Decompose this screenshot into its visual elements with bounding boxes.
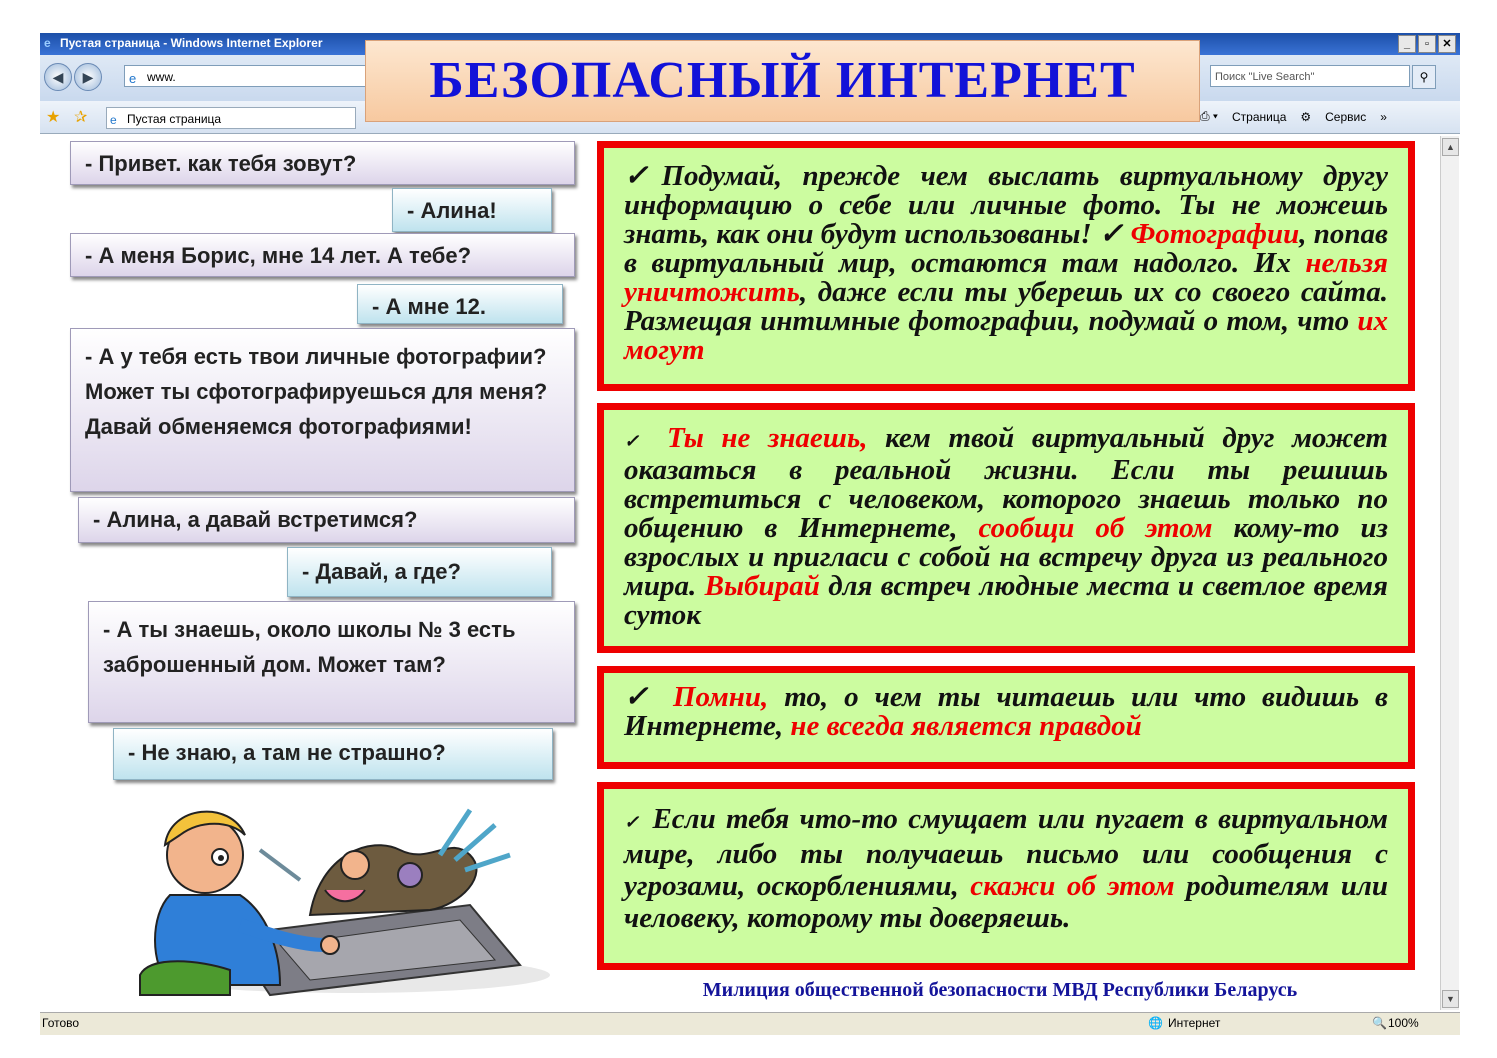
tab-label: Пустая страница [127, 112, 222, 126]
advice-panel-meeting: ✓ Ты не знаешь, кем твой виртуальный друг может оказаться в реальной жизни. Если ты решишь встретиться с человеком, которого знаешь только по общению в Интернете, сообщи об этом кому-то из взрослых и пригласи с собой на встречу друга из реального мира. Выбирай для встреч людные места и светлое время суток [597, 403, 1415, 653]
title-banner [365, 40, 1200, 122]
address-bar[interactable] [124, 65, 374, 87]
ie-logo-icon: e [44, 36, 51, 50]
chevron-more-icon[interactable]: » [1380, 109, 1387, 124]
address-text: www. [147, 70, 176, 84]
window-title: Пустая страница - Windows Internet Explorer [60, 36, 323, 50]
chat-message: - Не знаю, а там не страшно? [113, 728, 553, 780]
search-icon[interactable]: ⚲ [1412, 65, 1436, 89]
chat-message: - А меня Борис, мне 14 лет. А тебе? [70, 233, 575, 277]
check-icon: ✓ [624, 431, 650, 451]
status-ready: Готово [42, 1016, 80, 1030]
status-zone: Интернет [1168, 1016, 1221, 1030]
command-bar [1200, 109, 1387, 124]
chat-message: - Привет. как тебя зовут? [70, 141, 575, 185]
scroll-up-icon[interactable]: ▲ [1442, 138, 1459, 156]
back-button[interactable]: ◀ [44, 63, 72, 91]
minimize-button[interactable]: _ [1398, 35, 1416, 53]
gear-icon[interactable]: ⚙ [1300, 109, 1312, 124]
chat-message: - А ты знаешь, около школы № 3 есть заброшенный дом. Может там? [88, 601, 575, 723]
add-favorites-icon[interactable]: ✰ [74, 109, 88, 126]
maximize-button[interactable]: ▫ [1418, 35, 1436, 53]
chat-message: - А у тебя есть твои личные фотографии? Может ты сфотографируешься для меня? Давай обменяемся фотографиями! [70, 328, 575, 492]
print-icon[interactable]: ⎙ ▾ [1200, 109, 1218, 123]
tab-blank-page[interactable] [106, 107, 356, 129]
zoom-level[interactable]: 100% [1388, 1016, 1419, 1030]
search-input[interactable]: Поиск "Live Search" [1210, 65, 1410, 87]
scroll-down-icon[interactable]: ▼ [1442, 990, 1459, 1008]
vertical-scrollbar[interactable] [1440, 136, 1459, 1010]
status-bar [40, 1012, 1460, 1035]
footer-credit: Милиция общественной безопасности МВД Республики Беларусь [600, 972, 1400, 1012]
check-icon: ✓ [1098, 218, 1124, 250]
boy-at-laptop-illustration [110, 795, 550, 1000]
forward-button[interactable]: ▶ [74, 63, 102, 91]
window-controls [1398, 35, 1456, 53]
page-icon: e [110, 113, 117, 127]
check-icon: ✓ [624, 681, 658, 713]
zoom-icon[interactable]: 🔍 [1372, 1016, 1387, 1030]
check-icon: ✓ [624, 812, 643, 832]
advice-panel-truth: ✓ Помни, то, о чем ты читаешь или что видишь в Интернете, не всегда является правдой [597, 666, 1415, 769]
page-menu[interactable]: Страница [1231, 109, 1287, 124]
chat-message: - Алина! [392, 188, 552, 232]
service-menu[interactable]: Сервис [1325, 109, 1367, 124]
chat-message: - Алина, а давай встретимся? [78, 497, 575, 543]
chat-message: - А мне 12. [357, 284, 563, 324]
page-title: БЕЗОПАСНЫЙ ИНТЕРНЕТ [429, 52, 1136, 109]
advice-panel-tell-parents: ✓ Если тебя что-то смущает или пугает в виртуальном мире, либо ты получаешь письмо или сообщения с угрозами, оскорблениями, скажи об этом родителям или человеку, которому ты доверяешь. [597, 782, 1415, 970]
close-button[interactable]: ✕ [1438, 35, 1456, 53]
favorites-star-icon[interactable]: ★ [46, 109, 61, 126]
page-icon: e [129, 71, 137, 86]
check-icon: ✓ [624, 160, 662, 192]
advice-panel-photos: ✓Подумай, прежде чем выслать виртуальному другу информацию о себе или личные фото. Ты не можешь знать, как они будут использованы! ✓ Фотографии, попав в виртуальный мир, остаются там надолго. Их нельзя уничтожить, даже если ты уберешь их со своего сайта. Размещая интимные фотографии, подумай о том, что их могут [597, 141, 1415, 391]
chat-message: - Давай, а где? [287, 547, 552, 597]
globe-icon: 🌐 [1148, 1016, 1163, 1030]
